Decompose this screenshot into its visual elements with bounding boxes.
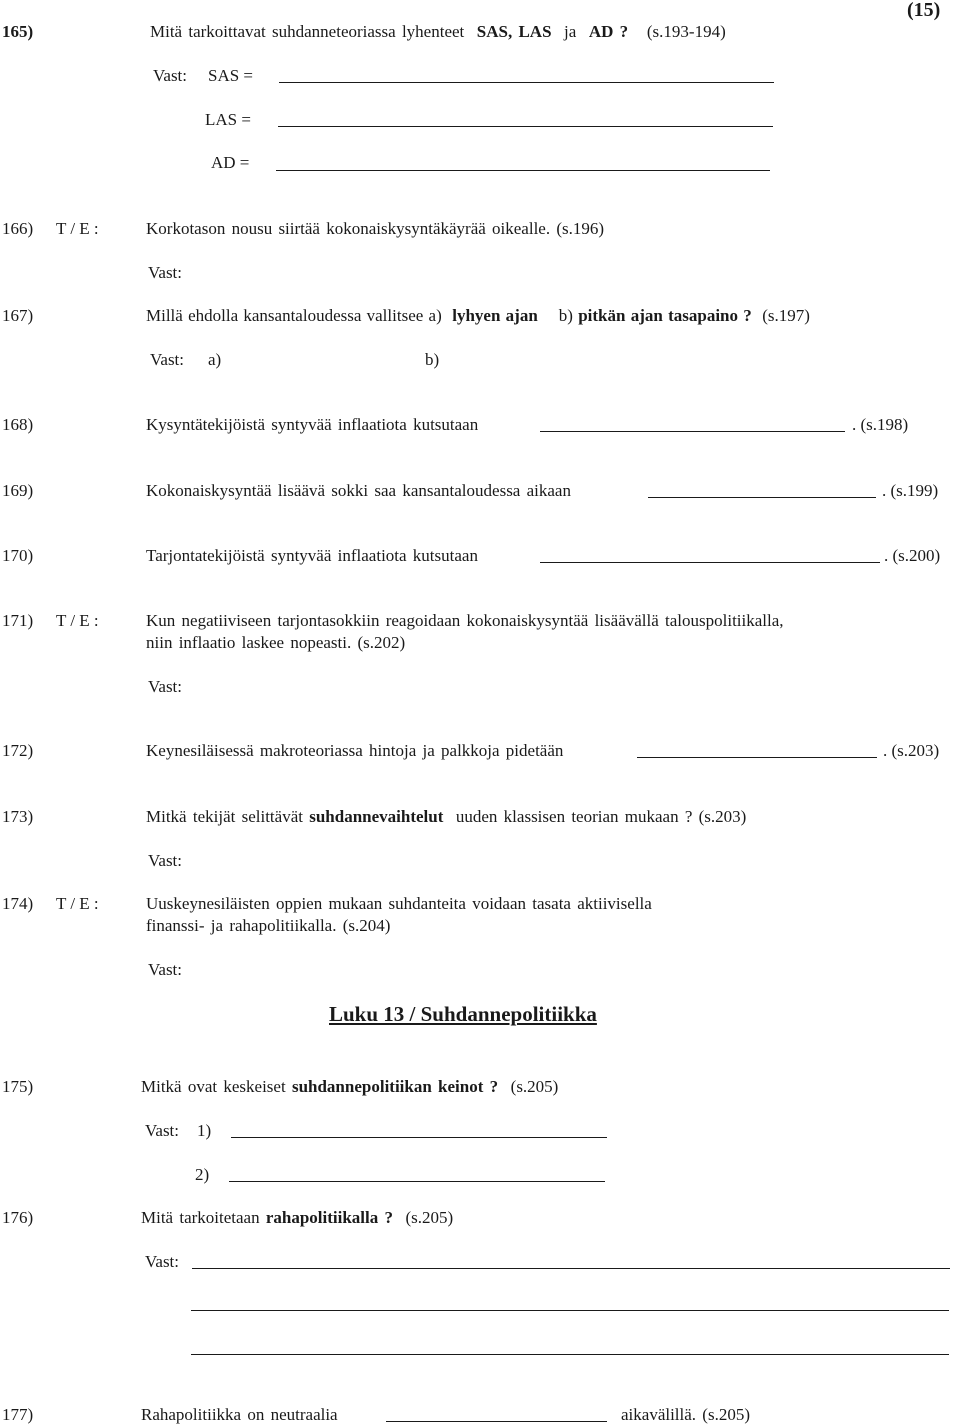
page-reference: . (s.200) — [884, 546, 941, 565]
answer-blank-176-2[interactable] — [191, 1310, 949, 1311]
question-173-text: Mitkä tekijät selittävät suhdannevaihtelut uuden klassisen teorian mukaan ? (s.203) — [146, 807, 747, 826]
question-177-text-post: aikavälillä. (s.205) — [621, 1405, 750, 1424]
answer-label: Vast: — [148, 851, 182, 870]
question-175-text: Mitkä ovat keskeiset suhdannepolitiikan keinot ? (s.205) — [141, 1077, 559, 1096]
question-166-text: Korkotason nousu siirtää kokonaiskysyntäkäyrää oikealle. (s.196) — [146, 219, 605, 238]
answer-label: Vast: — [145, 1252, 179, 1271]
answer-option-b: b) — [425, 350, 440, 369]
answer-blank-169[interactable] — [648, 497, 876, 498]
question-171-line2: niin inflaatio laskee nopeasti. (s.202) — [146, 633, 406, 652]
question-number-172: 172) — [2, 741, 34, 760]
chapter-title: Luku 13 / Suhdannepolitiikka — [329, 1002, 597, 1026]
answer-blank-ad[interactable] — [276, 170, 770, 171]
question-number-176: 176) — [2, 1208, 34, 1227]
answer-row-las: LAS = — [205, 110, 251, 129]
true-false-marker: T / E : — [56, 894, 99, 913]
question-170-text: Tarjontatekijöistä syntyvää inflaatiota kutsutaan — [146, 546, 478, 565]
question-number-175: 175) — [2, 1077, 34, 1096]
answer-label: Vast: — [153, 66, 187, 85]
answer-blank-176-3[interactable] — [191, 1354, 949, 1355]
question-number-165: 165) — [2, 22, 34, 41]
question-165-text: Mitä tarkoittavat suhdanneteoriassa lyhenteet SAS, LAS ja AD ? (s.193-194) — [150, 22, 726, 41]
answer-label: Vast: — [148, 960, 182, 979]
question-number-173: 173) — [2, 807, 34, 826]
answer-item-2: 2) — [195, 1165, 210, 1184]
answer-blank-172[interactable] — [637, 757, 877, 758]
answer-row-sas: SAS = — [208, 66, 254, 85]
answer-blank-las[interactable] — [278, 126, 773, 127]
question-number-177: 177) — [2, 1405, 34, 1424]
question-176-text: Mitä tarkoitetaan rahapolitiikalla ? (s.205) — [141, 1208, 454, 1227]
answer-item-1: 1) — [197, 1121, 212, 1140]
page-number: (15) — [907, 0, 941, 21]
question-171-line1: Kun negatiiviseen tarjontasokkiin reagoidaan kokonaiskysyntää lisäävällä talouspolitiikalla, — [146, 611, 784, 630]
answer-option-a: a) — [208, 350, 222, 369]
question-number-171: 171) — [2, 611, 34, 630]
answer-blank-sas[interactable] — [279, 82, 774, 83]
answer-label: Vast: — [148, 263, 182, 282]
question-number-170: 170) — [2, 546, 34, 565]
answer-blank-175-2[interactable] — [229, 1181, 605, 1182]
question-number-166: 166) — [2, 219, 34, 238]
page-reference: . (s.199) — [882, 481, 939, 500]
answer-label: Vast: — [148, 677, 182, 696]
answer-label: Vast: — [150, 350, 184, 369]
answer-blank-170[interactable] — [540, 562, 880, 563]
question-172-text: Keynesiläisessä makroteoriassa hintoja ja palkkoja pidetään — [146, 741, 564, 760]
answer-blank-168[interactable] — [540, 431, 845, 432]
page-reference: . (s.203) — [883, 741, 940, 760]
answer-blank-176-1[interactable] — [192, 1268, 950, 1269]
true-false-marker: T / E : — [56, 611, 99, 630]
question-number-167: 167) — [2, 306, 34, 325]
question-number-168: 168) — [2, 415, 34, 434]
answer-label: Vast: — [145, 1121, 179, 1140]
question-number-174: 174) — [2, 894, 34, 913]
true-false-marker: T / E : — [56, 219, 99, 238]
answer-row-ad: AD = — [211, 153, 250, 172]
question-168-text: Kysyntätekijöistä syntyvää inflaatiota kutsutaan — [146, 415, 479, 434]
answer-blank-177[interactable] — [386, 1421, 607, 1422]
question-174-line2: finanssi- ja rahapolitiikalla. (s.204) — [146, 916, 391, 935]
page-reference: . (s.198) — [852, 415, 909, 434]
question-167-text: Millä ehdolla kansantaloudessa vallitsee a) lyhyen ajan b) pitkän ajan tasapaino ? (s.197) — [146, 306, 810, 325]
question-174-line1: Uuskeynesiläisten oppien mukaan suhdanteita voidaan tasata aktiivisella — [146, 894, 652, 913]
question-number-169: 169) — [2, 481, 34, 500]
question-169-text: Kokonaiskysyntää lisäävä sokki saa kansantaloudessa aikaan — [146, 481, 571, 500]
question-177-text: Rahapolitiikka on neutraalia — [141, 1405, 338, 1424]
answer-blank-175-1[interactable] — [231, 1137, 607, 1138]
